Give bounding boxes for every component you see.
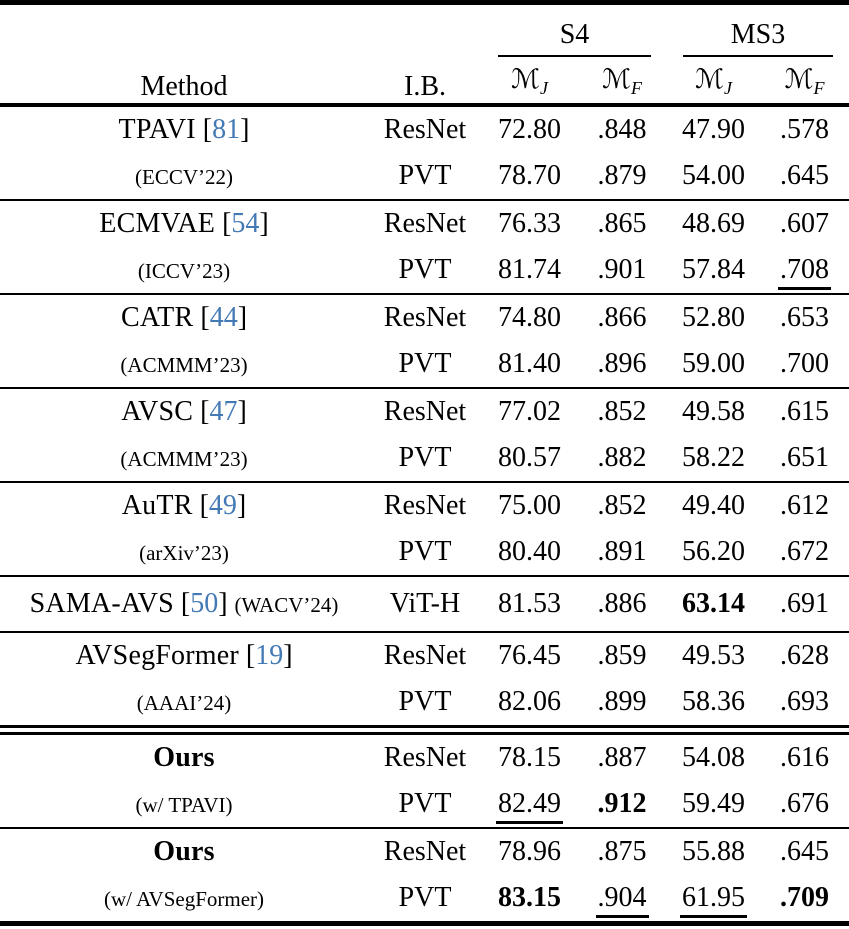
value-cell: .645 bbox=[780, 159, 830, 191]
cite-close-bracket: ] bbox=[218, 587, 228, 619]
backbone-cell: PVT bbox=[398, 347, 452, 379]
venue-cell bbox=[0, 875, 368, 924]
value-cell: .693 bbox=[780, 685, 830, 717]
value-cell: 56.20 bbox=[682, 535, 746, 567]
backbone-cell: PVT bbox=[398, 159, 452, 191]
backbone-cell: ResNet bbox=[383, 835, 467, 867]
value-cell: 74.80 bbox=[498, 301, 561, 333]
cite-open-bracket: [ bbox=[200, 395, 210, 427]
citation-link[interactable]: 54 bbox=[231, 207, 260, 239]
cite-open-bracket: [ bbox=[180, 587, 191, 619]
value-cell: 49.58 bbox=[682, 395, 746, 427]
table-row bbox=[0, 247, 849, 294]
method-venue: (ECCV’22) bbox=[135, 164, 233, 189]
value-cell: 47.90 bbox=[682, 113, 746, 145]
value-cell: .709 bbox=[780, 881, 830, 913]
method-name: Ours bbox=[153, 741, 215, 773]
method-venue: (ICCV’23) bbox=[137, 258, 231, 283]
table-row bbox=[0, 679, 849, 730]
method-cell bbox=[0, 828, 368, 875]
method-group-avsc bbox=[0, 388, 849, 482]
value-cell: .607 bbox=[780, 207, 830, 239]
table-row bbox=[0, 435, 849, 482]
value-cell: .578 bbox=[780, 113, 830, 145]
value-cell: .901 bbox=[597, 253, 647, 285]
venue-cell bbox=[0, 781, 368, 828]
value-cell: 55.88 bbox=[682, 835, 746, 867]
venue-cell bbox=[0, 435, 368, 482]
backbone-cell: PVT bbox=[398, 535, 452, 567]
value-cell: 76.45 bbox=[498, 639, 561, 671]
method-venue: (w/ TPAVI) bbox=[135, 792, 233, 817]
citation-link[interactable]: 49 bbox=[208, 489, 237, 521]
metric-header-ms3-jaccard: ℳ$_J$ bbox=[695, 63, 732, 98]
method-group-autr bbox=[0, 482, 849, 576]
citation-link[interactable]: 44 bbox=[209, 301, 238, 333]
citation-link[interactable]: 50 bbox=[190, 587, 219, 619]
backbone-cell: ViT-H bbox=[389, 587, 461, 619]
method-name: SAMA-AVS bbox=[29, 587, 174, 619]
metric-header-s4-fmeasure: ℳ$_F$ bbox=[602, 63, 642, 98]
backbone-cell: PVT bbox=[398, 253, 452, 285]
method-cell bbox=[0, 294, 368, 341]
table-row bbox=[0, 781, 849, 828]
value-cell: 77.02 bbox=[498, 395, 561, 427]
method-cell bbox=[0, 482, 368, 529]
table-row bbox=[0, 388, 849, 435]
cite-open-bracket: [ bbox=[202, 113, 213, 145]
value-cell: 80.57 bbox=[498, 441, 561, 473]
method-cell bbox=[0, 730, 368, 781]
value-cell: .865 bbox=[597, 207, 647, 239]
value-cell: .879 bbox=[597, 159, 647, 191]
table-row bbox=[0, 730, 849, 781]
backbone-cell: ResNet bbox=[383, 489, 467, 521]
value-cell: .899 bbox=[597, 685, 647, 717]
method-group-ecmvae bbox=[0, 200, 849, 294]
cite-open-bracket: [ bbox=[222, 207, 232, 239]
method-name: AVSegFormer bbox=[75, 639, 239, 671]
table-row bbox=[0, 632, 849, 679]
column-group-s4 bbox=[482, 3, 667, 58]
venue-cell bbox=[0, 679, 368, 730]
value-cell: 63.14 bbox=[682, 587, 746, 619]
method-venue: (AAAI’24) bbox=[136, 690, 232, 715]
method-name: AVSC bbox=[121, 395, 194, 427]
value-cell: .882 bbox=[597, 441, 647, 473]
citation-link[interactable]: 81 bbox=[212, 113, 241, 145]
value-cell: .891 bbox=[597, 535, 647, 567]
method-group-ours-avsegformer bbox=[0, 828, 849, 924]
value-cell: 58.22 bbox=[682, 441, 746, 473]
value-cell: 80.40 bbox=[498, 535, 561, 567]
cite-close-bracket: ] bbox=[237, 301, 248, 333]
value-cell: .866 bbox=[597, 301, 647, 333]
method-venue: (arXiv’23) bbox=[139, 540, 229, 565]
method-cell bbox=[0, 388, 368, 435]
method-group-avsegformer bbox=[0, 632, 849, 730]
value-cell: .912 bbox=[597, 787, 647, 819]
value-cell: 78.70 bbox=[498, 159, 561, 191]
value-cell: .615 bbox=[780, 395, 830, 427]
backbone-cell: ResNet bbox=[383, 207, 467, 239]
method-name: AuTR bbox=[121, 489, 193, 521]
value-cell: 75.00 bbox=[498, 489, 561, 521]
value-cell: .896 bbox=[597, 347, 647, 379]
table-row bbox=[0, 576, 849, 632]
cite-close-bracket: ] bbox=[240, 113, 250, 145]
value-cell: .628 bbox=[780, 639, 830, 671]
cite-close-bracket: ] bbox=[236, 489, 247, 521]
value-cell: 52.80 bbox=[682, 301, 746, 333]
cite-open-bracket: [ bbox=[245, 639, 256, 671]
citation-link[interactable]: 19 bbox=[255, 639, 284, 671]
value-cell: 76.33 bbox=[498, 207, 561, 239]
method-name: CATR bbox=[120, 301, 194, 333]
venue-cell bbox=[0, 247, 368, 294]
table-row bbox=[0, 294, 849, 341]
value-cell: .672 bbox=[780, 535, 830, 567]
backbone-cell: ResNet bbox=[383, 301, 467, 333]
method-venue: (ACMMM’23) bbox=[120, 352, 248, 377]
table-row bbox=[0, 529, 849, 576]
metric-header-s4-jaccard: ℳ$_J$ bbox=[511, 63, 548, 98]
backbone-cell: PVT bbox=[398, 685, 452, 717]
cite-open-bracket: [ bbox=[200, 301, 210, 333]
value-cell: .612 bbox=[780, 489, 830, 521]
value-cell: .852 bbox=[597, 395, 647, 427]
value-cell: 58.36 bbox=[682, 685, 746, 717]
value-cell: .651 bbox=[780, 441, 830, 473]
value-cell: 81.53 bbox=[498, 587, 561, 619]
method-cell bbox=[0, 200, 368, 247]
backbone-cell: ResNet bbox=[383, 395, 467, 427]
method-venue: (ACMMM’23) bbox=[120, 446, 248, 471]
value-cell: 57.84 bbox=[682, 253, 746, 285]
value-cell: .708 bbox=[760, 247, 849, 294]
backbone-cell: PVT bbox=[398, 787, 452, 819]
backbone-cell: ResNet bbox=[383, 741, 467, 773]
value-cell: .645 bbox=[780, 835, 830, 867]
value-cell: 82.49 bbox=[482, 781, 577, 828]
method-cell bbox=[0, 632, 368, 679]
cite-open-bracket: [ bbox=[199, 489, 209, 521]
value-cell: 78.15 bbox=[498, 741, 561, 773]
value-cell: .859 bbox=[597, 639, 647, 671]
backbone-cell: ResNet bbox=[383, 113, 467, 145]
value-cell: 54.08 bbox=[682, 741, 746, 773]
value-cell: .852 bbox=[597, 489, 647, 521]
method-name: Ours bbox=[153, 835, 215, 867]
value-cell: .653 bbox=[780, 301, 830, 333]
header-row-datasets bbox=[0, 3, 849, 58]
method-venue: (WACV’24) bbox=[234, 592, 339, 617]
method-venue: (w/ AVSegFormer) bbox=[103, 886, 265, 911]
value-cell: .875 bbox=[597, 835, 647, 867]
value-cell: 72.80 bbox=[498, 113, 561, 145]
s4-group-label: S4 bbox=[498, 19, 651, 57]
value-cell: 49.40 bbox=[682, 489, 746, 521]
value-cell: 83.15 bbox=[498, 881, 561, 913]
backbone-cell: PVT bbox=[398, 881, 452, 913]
cite-close-bracket: ] bbox=[259, 207, 269, 239]
table-row bbox=[0, 200, 849, 247]
column-header-image-backbone: I.B. bbox=[404, 70, 446, 102]
table-header bbox=[0, 3, 849, 106]
table-row bbox=[0, 341, 849, 388]
method-name: TPAVI bbox=[118, 113, 196, 145]
value-cell: 59.00 bbox=[682, 347, 746, 379]
column-header-method: Method bbox=[140, 70, 228, 102]
venue-cell bbox=[0, 153, 368, 200]
method-group-tpavi bbox=[0, 105, 849, 200]
venue-cell bbox=[0, 341, 368, 388]
value-cell: .691 bbox=[780, 587, 830, 619]
method-name: ECMVAE bbox=[99, 207, 216, 239]
value-cell: 82.06 bbox=[498, 685, 561, 717]
method-cell bbox=[0, 105, 368, 153]
method-group-catr bbox=[0, 294, 849, 388]
value-cell: 49.53 bbox=[682, 639, 746, 671]
table-row bbox=[0, 153, 849, 200]
method-cell bbox=[0, 576, 368, 632]
method-group-ours-tpavi bbox=[0, 730, 849, 828]
value-cell: 54.00 bbox=[682, 159, 746, 191]
method-group-sama-avs bbox=[0, 576, 849, 632]
value-cell: 78.96 bbox=[498, 835, 561, 867]
value-cell: .848 bbox=[597, 113, 647, 145]
cite-close-bracket: ] bbox=[283, 639, 293, 671]
value-cell: .616 bbox=[780, 741, 830, 773]
value-cell: 81.74 bbox=[498, 253, 561, 285]
table-row bbox=[0, 482, 849, 529]
value-cell: 59.49 bbox=[682, 787, 746, 819]
value-cell: .886 bbox=[597, 587, 647, 619]
value-cell: 61.95 bbox=[667, 875, 760, 924]
table-row bbox=[0, 875, 849, 924]
table-row bbox=[0, 828, 849, 875]
value-cell: 48.69 bbox=[682, 207, 746, 239]
value-cell: .700 bbox=[780, 347, 830, 379]
citation-link[interactable]: 47 bbox=[209, 395, 238, 427]
value-cell: .887 bbox=[597, 741, 647, 773]
metric-header-ms3-fmeasure: ℳ$_F$ bbox=[784, 63, 825, 98]
value-cell: .904 bbox=[577, 875, 667, 924]
backbone-cell: PVT bbox=[398, 441, 452, 473]
value-cell: .676 bbox=[780, 787, 830, 819]
cite-close-bracket: ] bbox=[237, 395, 247, 427]
ms3-group-label: MS3 bbox=[683, 19, 833, 57]
table-row bbox=[0, 105, 849, 153]
backbone-cell: ResNet bbox=[383, 639, 467, 671]
value-cell: 81.40 bbox=[498, 347, 561, 379]
column-group-ms3 bbox=[667, 3, 849, 58]
venue-cell bbox=[0, 529, 368, 576]
